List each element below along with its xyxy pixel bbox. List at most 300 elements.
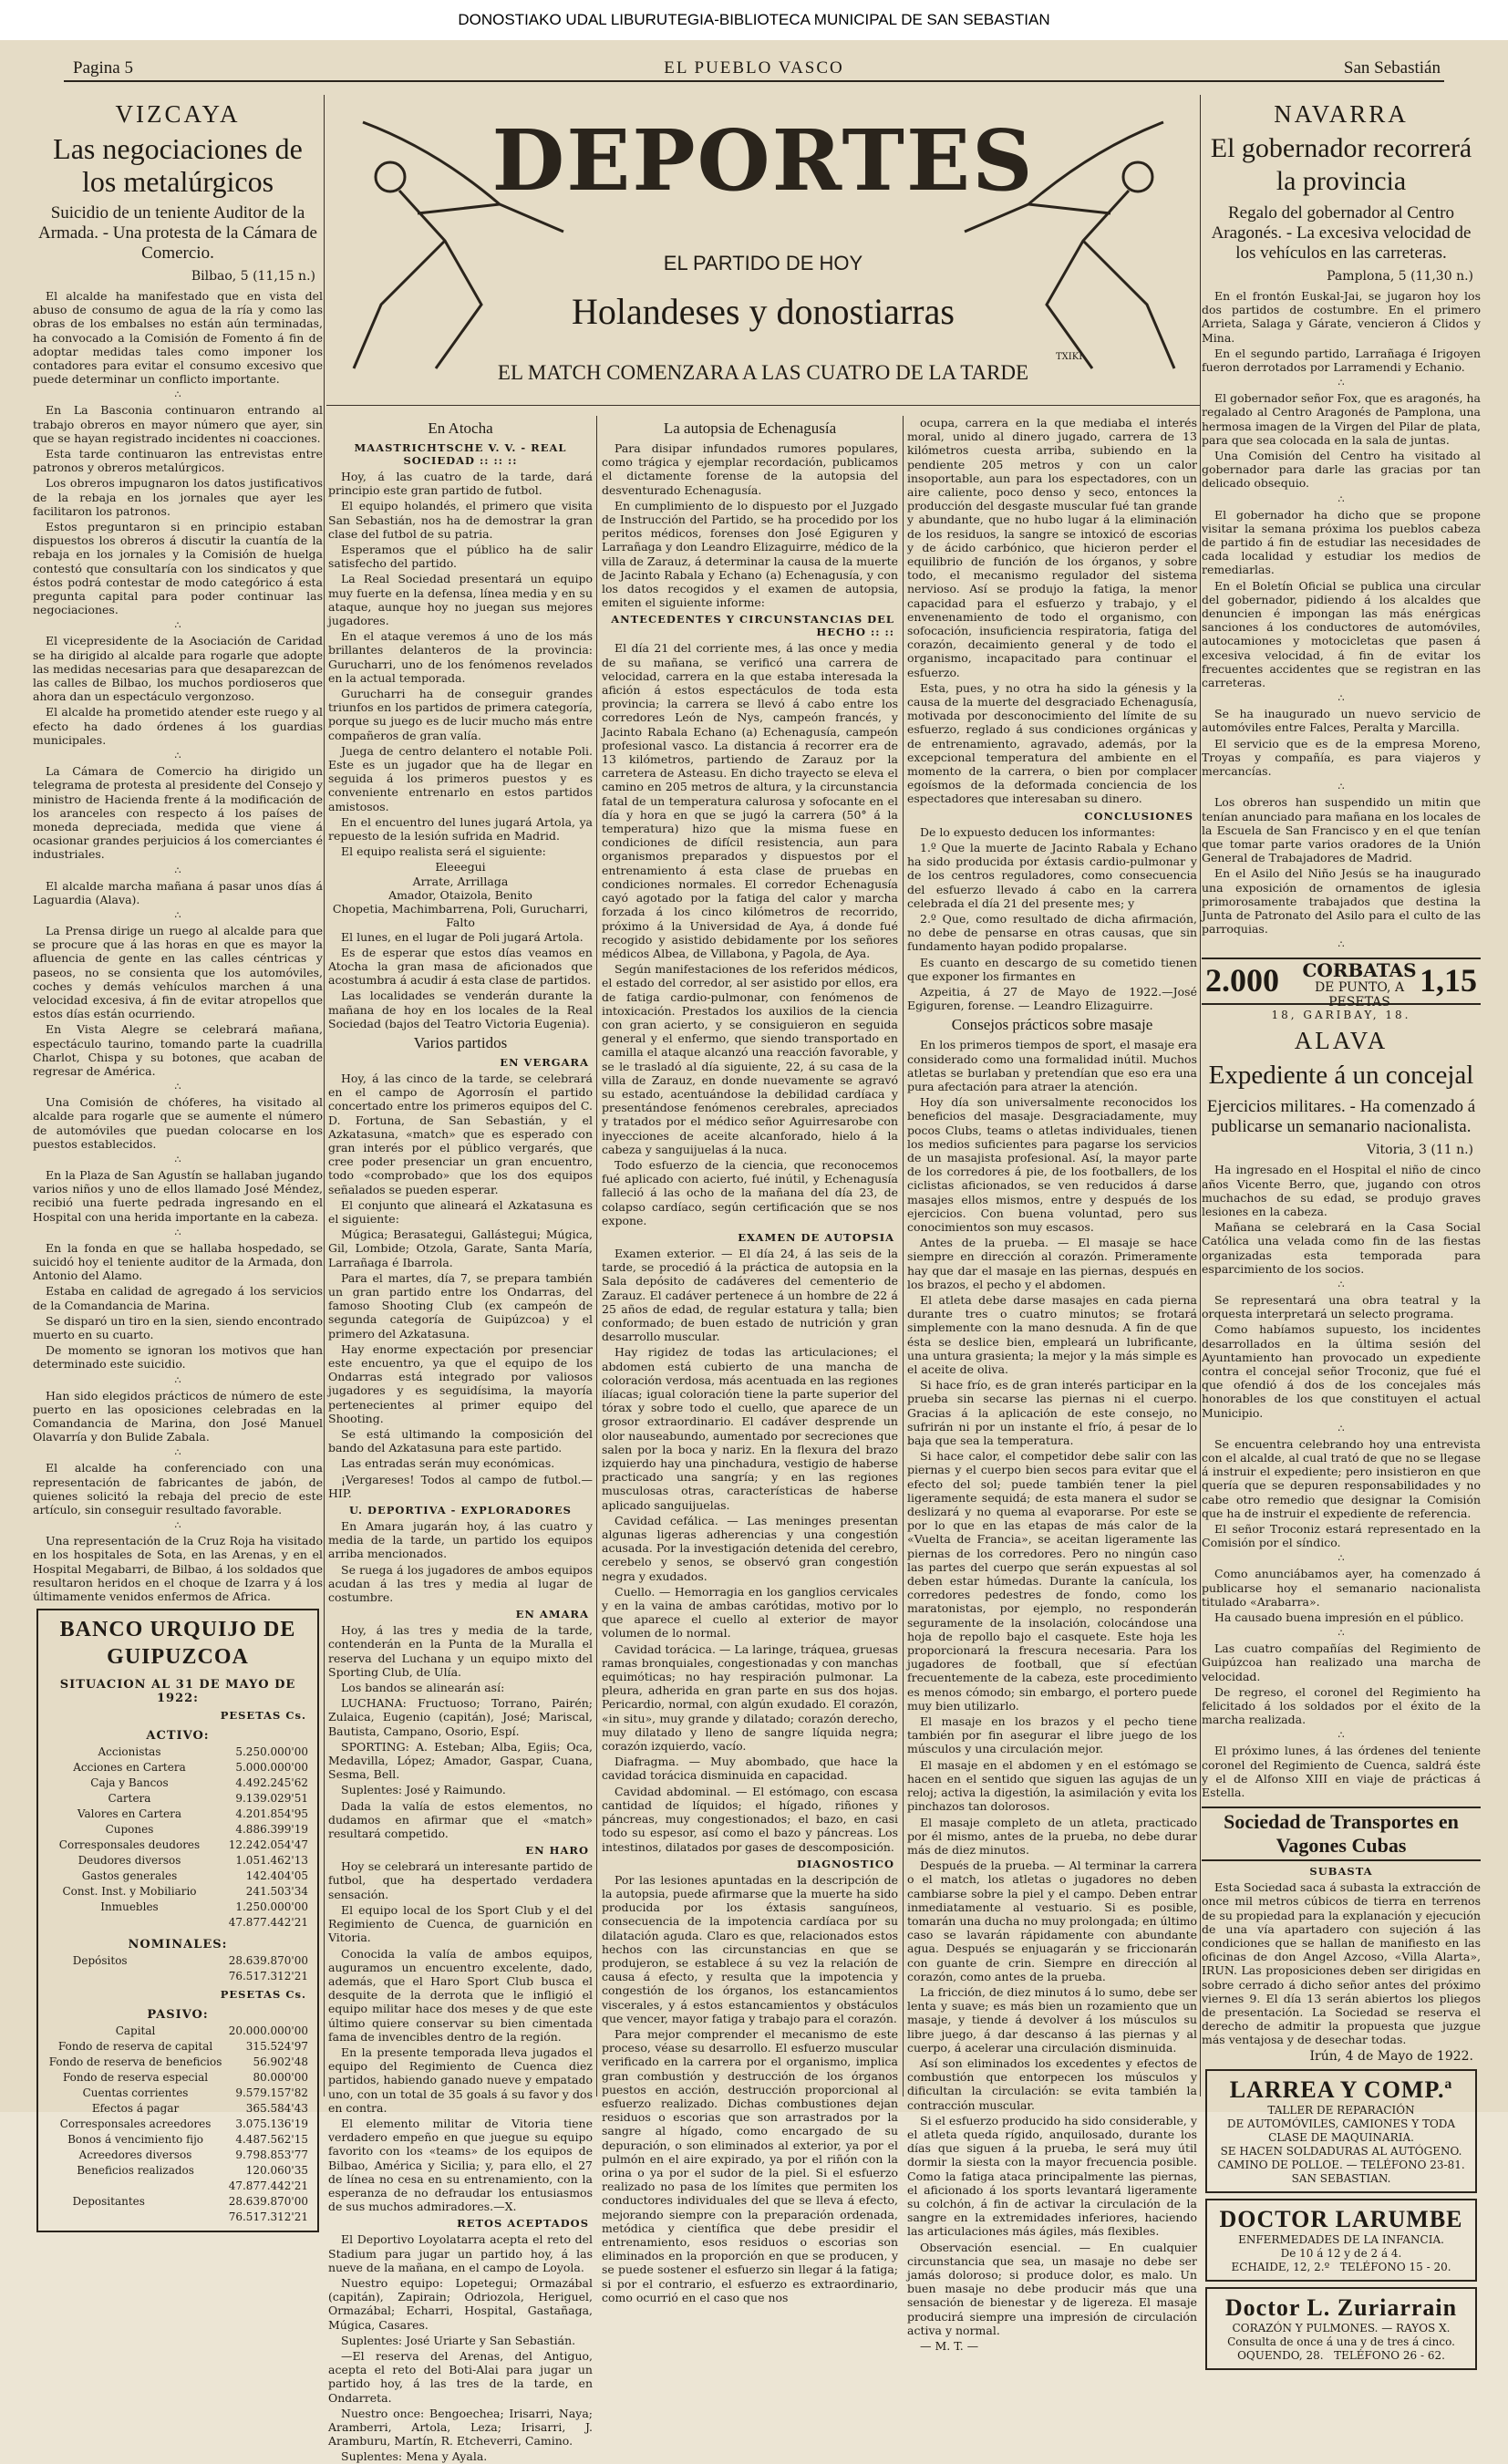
paragraph: En cumplimiento de lo dispuesto por el Juzgado de Instrucción del Partido, se ha procedido por los peritos médicos, forenses don José Egiguren y Larrañaga y don Leandro Elizaguirre, médico de la villa de Zarauz, á determinar la causa de la muerte de Jacinto Rabala y Echano (a) Echenagusía, y con los datos recogidos y el examen de autopsia, emiten el siguiente informe:: [602, 498, 898, 610]
separator-ornament: ∴: [174, 1446, 181, 1459]
larrea-ad: [1205, 2069, 1477, 2193]
paragraph: El vicepresidente de la Asociación de Caridad se ha dirigido al alcalde para rogarle que adopte las medidas necesarias para que desaparezcan de las calles de Bilbao, los muchos pordioseros que ahora dan un espectáculo vergonzoso.: [33, 634, 323, 704]
udep-label: U. DEPORTIVA - EXPLORADORES: [349, 1504, 572, 1517]
atocha-title: En Atocha: [428, 419, 493, 437]
ledger-row: [46, 1822, 310, 1838]
varios-title: Varios partidos: [413, 1033, 508, 1051]
ledger-label: Bonos á vencimiento fijo: [67, 2133, 204, 2147]
city-name: San Sebastián: [1343, 58, 1441, 78]
paragraph: De regreso, el coronel del Regimiento ha felicitado á los soldados por el éxito de la marcha realizada.: [1202, 1684, 1481, 1727]
newspaper-page: [0, 40, 1508, 2464]
ledger-row: [46, 1776, 310, 1791]
bank-statement-ad: [36, 1609, 319, 2232]
paragraph: El masaje en los brazos y el pecho tiene también por fin asegurar el libre juego de los músculos y una circulación mejor.: [907, 1714, 1197, 1756]
paragraph: El Deportivo Loyolatarra acepta el reto del Stadium para jugar un partido hoy, á las nueve de la mañana, en el campo de Loyola.: [328, 2232, 593, 2274]
amara-body: [328, 1623, 593, 1840]
depositantes-label: Depositantes: [72, 2195, 145, 2209]
paragraph: Cuello. — Hemorragia en los ganglios cervicales y en la vaina de ambas carótidas, motivo por lo que aparece el cuello al exterior de mayor volumen de lo normal.: [602, 1584, 898, 1641]
zuriarrain-name: Doctor L. Zuriarrain: [1224, 2293, 1458, 2321]
paragraph: El alcalde ha manifestado que en vista del abuso de consumo de agua de la ría y como las obras de los embalses no están aún terminadas, ha convocado a la Comisión de Fomento á fin de adoptar medidas tales como imponer los contadores para evitar el consumo excesivo que puede determinar un conflicto importante.: [33, 289, 323, 387]
navarra-subtitle: Regalo del gobernador al Centro Aragonés. - La excesiva velocidad de los vehículos en las carreteras.: [1211, 203, 1472, 263]
ledger-label: Cupones: [105, 1823, 154, 1837]
corbatas-price: 1,15: [1420, 962, 1477, 999]
paragraph: Se está ultimando la composición del bando del Azkatasuna para este partido.: [328, 1427, 593, 1455]
ledger-value: 4.886.399'19: [235, 1823, 308, 1837]
paragraph: En la fonda en que se hallaba hospedado, se suicidó hoy el teniente auditor de la Armada, don Antonio del Alamo.: [33, 1240, 323, 1283]
ledger-row: [46, 2117, 310, 2132]
corbatas-address: 18, GARIBAY, 18.: [1271, 1009, 1411, 1022]
ledger-label: Beneficios realizados: [77, 2164, 194, 2178]
paragraph: Azpeitia, á 27 de Mayo de 1922.—José Egiguren, forense. — Leandro Elizaguirre.: [907, 984, 1197, 1013]
paragraph: En la Plaza de San Agustín se hallaban jugando varios niños y uno de ellos llamado José Méndez, recibió una fuerte pedrada ingresando en el Hospital con una herida importante en la cabeza.: [33, 1167, 323, 1224]
larumbe-name: DOCTOR LARUMBE: [1219, 2205, 1463, 2232]
paragraph: Hoy se celebrará un interesante partido de futbol, que ha despertado verdadera sensación.: [328, 1859, 593, 1901]
corbatas-text: [1300, 959, 1419, 1010]
depositos-value: 28.639.870'00: [228, 1954, 308, 1968]
paragraph: Se representará una obra teatral y la orquesta interpretará un selecto programa.: [1202, 1292, 1481, 1321]
paragraph: En Vista Alegre se celebrará mañana, espectáculo taurino, tomando parte la cuadrilla Charlot, Chispa y su botones, que acaban de regresar de América.: [33, 1022, 323, 1078]
paragraph: Si hace frío, es de gran interés participar en la prueba sin secarse las piernas ni el cuerpo. Gracias á la aplicación de este consejo, no sufrirán ni por un instante el frío, á pesar de lo baja que sea la temperatura.: [907, 1378, 1197, 1448]
separator-ornament: ∴: [174, 388, 181, 401]
ledger-value: 56.902'48: [253, 2055, 308, 2069]
paragraph: ocupa, carrera en la que mediaba el interés moral, unido al dinero jugado, carrera de 13 kilómetros cuesta arriba, subiendo en la pendiente 205 metros y con un calor insoportable, aun para los espectadores, con un aire caliente, poco denso y seco, entonces la producción del desgaste muscular fué tan grande y abundante, que no hubo lugar á la eliminación de los residuos, la sangre se intoxicó de escorias y de ácido carbónico, que hicieron perder el equilibrio de función de los órganos, y sobre todo, el mecanismo regulador del sistema nervioso. Así se produjo la fatiga, la menor capacidad para el esfuerzo y trabajo, y el envenenamiento de todo el organismo, con sofocación, insuficiencia respiratoria, fatiga del corazón, decaimiento general y de todo el organismo, incapacitado para continuar el esfuerzo.: [907, 416, 1197, 679]
deportes-columns: [326, 416, 1200, 2464]
paragraph: En el encuentro del lunes jugará Artola, ya repuesto de la lesión sufrida en Madrid.: [328, 814, 593, 844]
ledger-value: 241.503'34: [245, 1885, 308, 1899]
line: CORAZÓN Y PULMONES. — RAYOS X.: [1232, 2321, 1451, 2335]
bank-nominales-title: NOMINALES:: [128, 1938, 228, 1952]
separator-ornament: ∴: [174, 1153, 181, 1165]
paragraph: El equipo local de los Sport Club y el del Regimiento de Cuenca, de guarnición en Vitoria.: [328, 1902, 593, 1945]
larumbe-lines: [1214, 2233, 1468, 2261]
paragraph: Esta, pues, y no otra ha sido la génesis y la causa de la muerte del desgraciado Echenagusía, motivada por desconocimiento del límite de su esfuerzo, reglado á sus condiciones orgánicas y de entrenamiento, agravado, además, por la excepcional temperatura del ambiente en el momento de la carrera, o bien por complacer egoísmos de la deformada conciencia de los espectadores que interesaban su dinero.: [907, 680, 1197, 806]
ledger-value: 4.201.854'95: [235, 1807, 308, 1821]
line: Consulta de once á una y de tres á cinco.: [1227, 2335, 1455, 2348]
ledger-label: Capital: [115, 2024, 156, 2038]
paragraph: Las localidades se venderán durante la mañana de hoy en los locales de la Real Sociedad (bajos del Teatro Victoria Eugenia).: [328, 989, 593, 1030]
paragraph: Cavidad torácica. — La laringe, tráquea, gruesas ramas bronquiales, congestionadas y con manchas equimóticas; no hay respiración pulmonar. La pleura, adherida en gran parte en sus dos hojas. Pericardio, normal, con algún exudado. El corazón, «in situ», muy grande y dilatado; corazón derecho, muy dilatado y lleno de sangre líquida negra; corazón izquierdo, vacío.: [602, 1641, 898, 1754]
atocha-body: [328, 470, 593, 858]
paragraph: Se ha inaugurado un nuevo servicio de automóviles entre Falces, Peralta y Marcilla.: [1202, 707, 1481, 735]
vizcaya-subtitle: Suicidio de un teniente Auditor de la Armada. - Una protesta de la Cámara de Comercio.: [38, 203, 317, 263]
autopsia-continued: [907, 416, 1197, 806]
paragraph: Se disparó un tiro en la sien, siendo encontrado muerto en su cuarto.: [33, 1313, 323, 1341]
ledger-row: [46, 2086, 310, 2101]
paragraph: Como habíamos supuesto, los incidentes desarrollados en la última sesión del Ayuntamiento han provocado un expediente contra el concejal señor Troconiz, que fué el que ofendió á dos de los concejales más honorables de los que constituyen el actual Municipio.: [1202, 1322, 1481, 1420]
ledger-label: Cartera: [108, 1792, 151, 1806]
ledger-row: [46, 1869, 310, 1884]
paragraph: Hay enorme expectación por presenciar este encuentro, ya que el equipo de los Ondarras está integrado por valiosos jugadores y es seguidísima, la mayoría pertenecientes al primer equipo del Shooting.: [328, 1341, 593, 1425]
paragraph: El equipo realista será el siguiente:: [341, 844, 546, 859]
deportes-banner: [326, 95, 1200, 406]
paragraph: Una Comisión del Centro ha visitado al gobernador para darle las gracias por tan delicado obsequio.: [1202, 449, 1481, 491]
zuriarrain-contact: [1214, 2349, 1468, 2363]
atocha-column: [328, 416, 593, 2464]
vergara-body: [328, 1072, 593, 1500]
corbatas-name: CORBATAS: [1302, 959, 1417, 982]
separator-ornament: ∴: [174, 750, 181, 762]
masthead: [64, 58, 1444, 82]
separator-ornament: ∴: [1338, 938, 1345, 951]
paragraph: Suplentes: José Uriarte y San Sebastián.: [341, 2333, 576, 2347]
ledger-value: 4.492.245'62: [235, 1776, 308, 1790]
paragraph: En los primeros tiempos de sport, el masaje era considerado como una formalidad inútil. Muchos atletas se burlaban y pretendían que eso era una pura afectación para atraer la atención.: [907, 1038, 1197, 1093]
separator-ornament: ∴: [1338, 1552, 1345, 1565]
paragraph: Observación esencial. — En cualquier circunstancia que sea, un masaje no debe ser jamás doloroso; si produce dolor, es malo. Un buen masaje no debe producir más que una sensación de bienestar y de ligereza. El masaje producirá siempre una impresión de circulación activa y normal.: [907, 2240, 1197, 2337]
paragraph: Cavidad cefálica. — Las meninges presentan algunas ligeras adherencias y una congestión acusada. Por la investigación detenida del cerebro, cerebelo y senos, se observó gran congestión negra y exudados.: [602, 1513, 898, 1583]
paragraph: El conjunto que alineará el Azkatasuna es el siguiente:: [328, 1197, 593, 1226]
paragraph: Juega de centro delantero el notable Poli. Este es un jugador que ha de llegar en seguida á los primeros puestos y es conveniente entrenarlo en estos partidos amistosos.: [328, 743, 593, 813]
ledger-value: 5.250.000'00: [235, 1745, 308, 1759]
paragraph: 2.º Que, como resultado de dicha afirmación, no debe de pensarse en otras causas, que sin fundamento hayan podido propalarse.: [907, 911, 1197, 954]
larumbe-contact: [1214, 2261, 1468, 2274]
transportes-ad-title: Sociedad de Transportes en Vagones Cubas: [1202, 1807, 1481, 1861]
alava-section-title: ALAVA: [1294, 1027, 1389, 1055]
bank-currency: PESETAS Cs.: [220, 1988, 306, 2002]
line: Arrate, Arrillaga: [412, 874, 509, 888]
paragraph: El señor Troconiz estará representado en la Comisión por el síndico.: [1202, 1522, 1481, 1550]
paragraph: En el segundo partido, Larrañaga é Irigoyen fueron derrotados por Larramendi y Echanio.: [1202, 346, 1481, 375]
separator-ornament: ∴: [1338, 1729, 1345, 1742]
paragraph: Nuestro once: Bengoechea; Irisarri, Naya; Aramberri, Artola, Leza; Irisarri, J. Aramburu, Martín, R. Etcheverri, Camino.: [328, 2406, 593, 2448]
separator-ornament: ∴: [174, 1226, 181, 1238]
navarra-headline: El gobernador recorrerá la provincia: [1210, 133, 1472, 196]
ledger-label: Cuentas corrientes: [82, 2086, 189, 2100]
alava-headline: Expediente á un concejal: [1208, 1061, 1474, 1091]
paragraph: Es de esperar que estos días veamos en Atocha la gran masa de aficionados que acostumbra á acudir á esta clase de partidos.: [328, 945, 593, 988]
ledger-label: Caja y Bancos: [90, 1776, 169, 1790]
bank-pasivo-totals: [46, 2179, 310, 2225]
autopsia-column: [602, 416, 898, 2304]
ledger-row: [46, 2163, 310, 2179]
autopsia-title: La autopsia de Echenagusía: [663, 419, 837, 437]
ledger-label: Deudores diversos: [77, 1854, 181, 1868]
depositantes-value: 28.639.870'00: [228, 2195, 308, 2209]
vergara-label: EN VERGARA: [500, 1055, 589, 1069]
paragraph: Múgica; Berasategui, Gallástegui; Múgica, Gil, Lombide; Otzola, Garate, Santa María, Larrañaga é Ibarrola.: [328, 1227, 593, 1269]
separator-ornament: ∴: [174, 908, 181, 921]
separator-ornament: ∴: [174, 1519, 181, 1532]
paragraph: Una Comisión de chóferes, ha visitado al alcalde para rogarle que se aumente el número de automóviles que puedan colocarse en los puestos establecidos.: [33, 1095, 323, 1151]
ledger-value: 120.060'35: [245, 2164, 308, 2178]
paragraph: Todo esfuerzo de la ciencia, que reconocemos fué aplicado con acierto, fué inútil, y Echenagusía falleció á las ocho de la mañana del día 23, de colapso cardíaco, según certificación que se nos expone.: [602, 1157, 898, 1227]
column-rule: [596, 416, 597, 2096]
paragraph: Los obreros han suspendido un mitin que tenían anunciado para mañana en los locales de la Escuela de San Francisco y en el que tenían que tomar parte varios oradores de la Unión General de Trabajadores de Madrid.: [1202, 795, 1481, 865]
separator-ornament: ∴: [174, 864, 181, 876]
zuriarrain-phone: TELÉFONO 26 - 62.: [1334, 2348, 1445, 2362]
paragraph: Estos preguntaron si en principio estaban dispuestos los obreros á discutir la cuantía de la rebaja en los jornales y la Comisión de huelga contestó que consultaría con los sindicatos y que éstos podrá contestar de modo categórico á esta pregunta capital para poder continuar las negociaciones.: [33, 520, 323, 617]
paragraph: El lunes, en el lugar de Poli jugará Artola.: [341, 929, 584, 944]
lineup: [328, 860, 593, 929]
paragraph: El alcalde ha prometido atender este ruego y al efecto ha dado órdenes á los guardias municipales.: [33, 705, 323, 747]
paragraph: Hoy, á las tres y media de la tarde, contenderán en la Punta de la Muralla el reserva del Luchana y un equipo mixto del Sporting Club, de Ulía.: [328, 1623, 593, 1679]
haro-body: [328, 1859, 593, 2213]
zuriarrain-address: OQUENDO, 28.: [1237, 2348, 1324, 2362]
ledger-row: [46, 2024, 310, 2039]
atocha-body-2: [328, 930, 593, 1030]
larumbe-phone: TELÉFONO 15 - 20.: [1339, 2260, 1451, 2273]
paragraph: Hay rigidez de todas las articulaciones; el abdomen está cubierto de una mancha de coloración verdosa, más acentuada en las regiones ilíacas; igual coloración tiene la parte superior del tórax y sobre todo el cuello, que aparece de un grosor extraordinario. El cadáver desprende un olor nauseabundo, aumentado por secreciones que salen por la boca y nariz. En la flexura del brazo izquierdo hay una pinchadura, vestigio de haberse practicado una sangría; y en las regiones musculosas otras, características de haberse aplicado sanguijuelas.: [602, 1345, 898, 1512]
ledger-value: 315.524'97: [245, 2040, 308, 2054]
ledger-label: Corresponsales acreedores: [59, 2117, 212, 2131]
paragraph: En el Boletín Oficial se publica una circular del gobernador, pidiendo á los alcaldes que denuncien é impongan las más enérgicas sanciones á los conductores de automóviles, autocamiones y motocicletas que pasen á excesiva velocidad, á fin de evitar los frecuentes accidentes que se registran en las carreteras.: [1202, 578, 1481, 690]
paragraph: 1.º Que la muerte de Jacinto Rabala y Echano ha sido producida por éxtasis cardio-pulmonar y de los centros reguladores, como consecuencia del esfuerzo llevado á cabo en la carrera celebrada el día 21 del presente mes; y: [907, 840, 1197, 910]
conclusiones-body: [907, 825, 1197, 1013]
depositos-label: Depósitos: [72, 1954, 128, 1968]
vizcaya-headline: Las negociaciones de los metalúrgicos: [53, 132, 303, 198]
paragraph: Por las lesiones apuntadas en la descripción de la autopsia, puede afirmarse que la muerte ha sido producida por los éxtasis sanguíneos, consecuencia de la impotencia cardíaca por su dilatación aguda. Claro es que, relacionados estos hechos con las circunstancias en que se produjeron, se establece á su vez la relación de causa á efecto, y resulta que la impotencia y congestión de los órganos, los estancamientos viscerales, y á estos estancamientos y obstáculos que vencer, mayor fatiga y trabajo para el corazón.: [602, 1872, 898, 2025]
separator-ornament: ∴: [1338, 1422, 1345, 1434]
ledger-value: 9.579.157'82: [235, 2086, 308, 2100]
ledger-label: Valores en Cartera: [77, 1807, 182, 1821]
paragraph: Hoy, á las cuatro de la tarde, dará principio este gran partido de futbol.: [328, 470, 593, 498]
masaje-body: [907, 1038, 1197, 2353]
ledger-value: 9.139.029'51: [235, 1792, 308, 1806]
paragraph: Los bandos se alinearán así:: [341, 1681, 505, 1695]
ledger-label: Accionistas: [98, 1745, 161, 1759]
ledger-value: 9.798.853'77: [235, 2148, 308, 2162]
deportes-kicker: EL PARTIDO DE HOY: [663, 252, 863, 274]
paragraph: En Amara jugarán hoy, á las cuatro y media de la tarde, un partido los equipos arriba mencionados.: [328, 1519, 593, 1561]
separator-ornament: ∴: [1338, 781, 1345, 793]
paragraph: Las cuatro compañías del Regimiento de Guipúzcoa han realizado una marcha de velocidad.: [1202, 1641, 1481, 1683]
bank-currency: PESETAS Cs.: [220, 1709, 306, 1723]
bank-grand-total: 76.517.312'21: [228, 1970, 308, 1983]
paragraph: Ha ingresado en el Hospital el niño de cinco años Vicente Berro, que, jugando con otros muchachos de su edad, se produjo graves lesiones en la cabeza.: [1202, 1163, 1481, 1218]
separator-ornament: ∴: [1338, 492, 1345, 505]
paragraph: Examen exterior. — El día 24, á las seis de la tarde, se procedió á la práctica de autopsia en la Sala depósito de cadáveres del cementerio de Zarauz. El cadáver pertenece á un hombre de 22 á 25 años de edad, de regular estatura y talla; bien conformado; de buen estado de nutrición y gran desarrollo muscular.: [602, 1246, 898, 1344]
paragraph: El gobernador ha dicho que se propone visitar la semana próxima los pueblos cabeza de partido á fin de estudiar las necesidades de cada localidad y estudiar los medios de remediarlas.: [1202, 507, 1481, 577]
ledger-value: 20.000.000'00: [228, 2024, 308, 2038]
bank-situation: SITUACION AL 31 DE MAYO DE 1922:: [59, 1678, 296, 1706]
paragraph: En la presente temporada lleva jugados el equipo del Regimiento de Cuenca diez partidos, habiendo ganado nueve y empatado uno, con un total de 35 goals á su favor y dos en contra.: [328, 2045, 593, 2115]
navarra-dateline: Pamplona, 5 (11,30 n.): [1327, 269, 1473, 284]
retos-body: [328, 2232, 593, 2463]
vizcaya-section-title: VIZCAYA: [115, 100, 241, 128]
paragraph: Así son eliminados los excedentes y efectos de combustión que entorpecen los músculos y dificultan la circulación: se evita también la contracción muscular.: [907, 2055, 1197, 2112]
column-rule: [324, 95, 325, 2096]
paragraph: En el ataque veremos á uno de los más brillantes delanteros de la provincia: Gurucharri, uno de los fenómenos revelados en la actual temporada.: [328, 629, 593, 685]
paragraph: El masaje en el abdomen y en el estómago se hacen en el sentido que siguen las agujas de un reloj; activa la digestión, la asimilación y evita los pinchazos tan dolorosos.: [907, 1757, 1197, 1814]
paragraph: Han sido elegidos prácticos de número de este puerto en las oposiciones celebradas en la Comandancia de Marina, don José Manuel Olavarría y don Bulide Zabala.: [33, 1388, 323, 1444]
paragraph: Si el esfuerzo producido ha sido considerable, y el atleta queda rígido, anquilosado, durante los días que siguen á la prueba, le será muy útil dormir la siesta con la mayor frecuencia posible. Como la fatiga ataca principalmente las piernas, el aficionado á los sports levantará ligeramente su colchón, á fin de activar la circulación de la sangre en la extremidades inferiores, haciendo las articulaciones más ágiles, más flexibles.: [907, 2113, 1197, 2239]
paragraph: Se encuentra celebrando hoy una entrevista con el alcalde, al cual trató de que no se llegase á instruir el expediente; pero insistieron en que quería que se depuren responsabilidades y no cabe otro remedio que designar la Comisión que ha de instruir el expediente de referencia.: [1202, 1436, 1481, 1520]
line: Chopetia, Machimbarrena, Poli, Gurucharri, Falto: [332, 902, 589, 930]
separator-ornament: ∴: [174, 619, 181, 632]
udep-body: [328, 1519, 593, 1604]
ledger-value: 1.051.462'13: [235, 1854, 308, 1868]
ledger-row: [46, 2132, 310, 2148]
paragraph: Estaba en calidad de agregado á los servicios de la Comandancia de Marina.: [33, 1284, 323, 1312]
paragraph: La Real Sociedad presentará un equipo muy fuerte en la defensa, línea media y en su ataque, aunque hoy no juegan sus mejores jugadores.: [328, 572, 593, 628]
bank-pasivo-table: [46, 2024, 310, 2179]
ledger-row: [46, 1760, 310, 1776]
zuriarrain-ad: [1205, 2287, 1477, 2370]
ledger-value: 3.075.136'19: [235, 2117, 308, 2131]
ledger-label: Inmuebles: [100, 1900, 159, 1914]
diagnostico-label: DIAGNOSTICO: [796, 1857, 894, 1870]
paragraph: La Cámara de Comercio ha dirigido un telegrama de protesta al presidente del Consejo y ministro de Hacienda frente á la modificación de los aranceles con respecto á los países de moneda depreciada, medida que viene á ocasionar grandes perjuicios á los comerciantes é industriales.: [33, 764, 323, 862]
paragraph: Como anunciábamos ayer, ha comenzado á publicarse hoy el semanario nacionalista titulado «Arabarra».: [1202, 1567, 1481, 1609]
paragraph: El servicio que es de la empresa Moreno, Troyas y compañía, es para viajeros y mercancías.: [1202, 736, 1481, 779]
alava-body: [1202, 1163, 1481, 1799]
paragraph: El alcalde ha conferenciado con una representación de fabricantes de jabón, de quienes solicitó la rebaja del precio de este artículo, sin conseguir resultado favorable.: [33, 1461, 323, 1517]
ledger-value: 4.487.562'15: [235, 2133, 308, 2147]
paragraph: Antes de la prueba. — El masaje se hace siempre en dirección al corazón. Primeramente hay que dar el masaje en las piernas, después en los brazos, el pecho y el abdomen.: [907, 1236, 1197, 1291]
line: ENFERMEDADES DE LA INFANCIA.: [1238, 2232, 1444, 2246]
ledger-row: [46, 1791, 310, 1807]
paragraph: Es cuanto en descargo de su cometido tienen que exponer los firmantes en: [907, 955, 1197, 983]
zuriarrain-lines: [1214, 2322, 1468, 2349]
paragraph: Se ruega á los jugadores de ambos equipos acudan á las tres y media al lugar de costumbre.: [328, 1562, 593, 1605]
paragraph: El próximo lunes, á las órdenes del teniente coronel del Regimiento de Cuenca, saldrá éste y el de Alfonso XIII en viaje de prácticas á Estella.: [1202, 1744, 1481, 1800]
paragraph: El día 21 del corriente mes, á las once y media de su mañana, se verificó una carrera de velocidad, carrera en la que estaba interesada la afición á estos espectáculos de toda esta provincia; la carrera se llevó á cabo entre los corredores León de Nys, campeón francés, y Jacinto Rabala Echano (a) Echenagusía, campeón profesional vasco. La distancia á recorrer era de 13 kilómetros, partiendo de Zarauz por la carretera de Asteasu. En dicho trayecto se eleva el camino en 205 metros de altura, y la circunstancia fatal de un temperatura calurosa y sofocante en el día y hora en que se jugó la carrera (50° á la temperatura) hizo que la misma fuese en condiciones de difícil resistencia, aun para organismos preparados y dispuestos por el entrenamiento á esta clase de pruebas en condiciones normales. El corredor Echenagusía cayó agotado por la fatiga del calor y marcha forzada á los cinco kilómetros de recorrido, próximo á la Universidad de Aya, á donde fué recogido y asistido debidamente por los señores médicos Albea, de Villabona, y Pagola, de Aya.: [602, 641, 898, 960]
paragraph: El gobernador señor Fox, que es aragonés, ha regalado al Centro Aragonés de Pamplona, una hermosa imagen de la Virgen del Pilar de plata, para que sea colocada en la sala de juntas.: [1202, 391, 1481, 447]
deportes-deck: EL MATCH COMENZARA A LAS CUATRO DE LA TARDE: [497, 361, 1029, 384]
larumbe-ad: [1205, 2199, 1477, 2282]
paragraph: Esta tarde continuaron las entrevistas entre patronos y obreros metalúrgicos.: [33, 447, 323, 475]
newspaper-name: EL PUEBLO VASCO: [664, 58, 844, 78]
larumbe-address: ECHAIDE, 12, 2.º: [1231, 2260, 1330, 2273]
conclusiones-label: CONCLUSIONES: [1084, 809, 1193, 823]
ledger-label: Corresponsales deudores: [58, 1838, 201, 1852]
line: SAN SEBASTIAN.: [1291, 2171, 1391, 2185]
deportes-section: [326, 95, 1200, 2464]
paragraph: Para el martes, día 7, se prepara también un gran partido entre los Ondarras, del famoso Shooting Club (ex campeón de segunda categoría de Guipúzcoa) y el primero del Azkatasuna.: [328, 1270, 593, 1341]
bank-activo-total: [46, 1915, 310, 1931]
examen-label: EXAMEN DE AUTOPSIA: [738, 1230, 894, 1244]
haro-label: EN HARO: [525, 1844, 589, 1858]
alava-dateline: Vitoria, 3 (11 n.): [1367, 1143, 1473, 1158]
line: Eleeegui: [435, 860, 486, 875]
ledger-label: Acreedores diversos: [78, 2148, 192, 2162]
line: CAMINO DE POLLOE. — TELÉFONO 23-81.: [1217, 2158, 1465, 2171]
ledger-row: [46, 2148, 310, 2163]
paragraph: Suplentes: José y Raimundo.: [341, 1783, 506, 1797]
paragraph: Para mejor comprender el mecanismo de este proceso, véase su desarrollo. El esfuerzo muscular verificado en la carrera por el organismo, implica gran combustión y destrucción de los órganos puestos en acción, destrucción proporcional al esfuerzo realizado. Dichas combustiones dejan residuos o escorias que son arrastrados por la sangre al hígado, como encargado de su depuración, o son eliminados al exterior, ya por el pulmón en el aire expirado, ya por el riñón con la orina o ya por el sudor de la piel. Si el esfuerzo realizado no pasa de los límites que permiten los conductores individuales del que se lleva á efecto, mejorando siempre con la preparación ordenada, metódica y científica que debe presidir el entrenamiento, esos residuos o escorias son eliminados en la proporción en que se producen, y se puede sostener el esfuerzo sin llegar á la fatiga; si por el contrario, el esfuerzo es extraordinario, como ocurrió en el caso que nos: [602, 2026, 898, 2304]
artist-signature: TXIKI: [1056, 352, 1083, 362]
ledger-row: [46, 1884, 310, 1900]
ledger-row: [46, 2055, 310, 2070]
alava-subtitle: Ejercicios militares. - Ha comenzado á publicarse un semanario nacionalista.: [1206, 1097, 1476, 1137]
examen-body: [602, 1247, 898, 1854]
paragraph: La fricción, de diez minutos á lo sumo, debe ser lenta y suave; es más bien un rozamiento que un masaje, y tiende á devolver á los músculos su libre juego, á dar descanso á las piernas y al cuerpo, á acelerar una circulación disminuida.: [907, 1984, 1197, 2055]
bank-pasivo-title: PASIVO:: [147, 2008, 209, 2023]
paragraph: El masaje completo de un atleta, practicado por él mismo, antes de la prueba, no debe durar más de diez minutos.: [907, 1815, 1197, 1857]
paragraph: La Prensa dirige un ruego al alcalde para que se procure que á las horas en que es mayor la afluencia de gente en las calles céntricas y paseos, no se consienta que los automóviles, coches y demás vehículos marchen á una velocidad excesiva, á fin de evitar atropellos que estos días están ocurriendo.: [33, 923, 323, 1021]
paragraph: —El reserva del Arenas, del Antiguo, acepta el reto del Boti-Alai para jugar un partido hoy, á las tres de la tarde, en Ondarreta.: [328, 2348, 593, 2405]
paragraph: Dada la valía de estos elementos, no dudamos en afirmar que el «match» resultará competido.: [328, 1798, 593, 1841]
bank-nominales-table: [46, 1953, 310, 1984]
paragraph: Gurucharri ha de conseguir grandes triunfos en los partidos de primera categoría, porque su juego es de lucir mucho más entre compañeros de gran valía.: [328, 687, 593, 742]
line: CLASE DE MAQUINARIA.: [1268, 2130, 1414, 2144]
ledger-row: [46, 1838, 310, 1853]
ledger-row: [46, 2039, 310, 2055]
ledger-row: [46, 1900, 310, 1915]
column-rule: [1200, 95, 1201, 2096]
paragraph: El alcalde marcha mañana á pasar unos días á Laguardia (Alava).: [33, 878, 323, 906]
corbatas-ad: [1202, 958, 1481, 1010]
masaje-title: Consejos prácticos sobre masaje: [951, 1016, 1153, 1034]
ledger-value: 365.584'43: [245, 2102, 308, 2116]
bank-name: BANCO URQUIJO DE GUIPUZCOA: [59, 1618, 296, 1670]
bank-activo-table: [46, 1744, 310, 1915]
column-rule: [903, 416, 904, 2096]
paragraph: Para disipar infundados rumores populares, como trágica y ejemplar recordación, publicamos el dictamente forense de la autopsia del desventurado Echenagusía.: [602, 441, 898, 497]
separator-ornament: ∴: [174, 1373, 181, 1386]
paragraph: Diafragma. — Muy abombado, que hace la cavidad torácica disminuida en capacidad.: [602, 1755, 898, 1783]
navarra-section-title: NAVARRA: [1274, 100, 1409, 128]
ledger-label: Efectos á pagar: [91, 2102, 180, 2116]
ledger-value: 12.242.054'47: [228, 1838, 308, 1852]
paragraph: De momento se ignoran los motivos que han determinado este suicidio.: [33, 1343, 323, 1372]
masaje-column: [907, 416, 1197, 2354]
retos-label: RETOS ACEPTADOS: [457, 2217, 589, 2231]
ledger-label: Fondo de reserva de beneficios: [48, 2055, 222, 2069]
paragraph: Según manifestaciones de los referidos médicos, el estado del corredor, al ser asistido por ellos, era de fatiga cardio-pulmonar, con fenómenos de intoxicación. Prestados los auxilios de la ciencia con gran acierto, y se consiguieron en seguida general y el enfermo, que siendo transportado en camilla el ataque alcanzó una reacción favorable, y se le trasladó al día siguiente, 22, á su casa de la villa de Zarauz, en donde nuevamente se agravó su estado, acentuándose la debilidad cardíaca y presentándose fenómenos cerebrales, apreciados y tratados por el médico señor Aguirresarobe con inyecciones de aceite alcanforado, hielo á la cabeza y sanguijuelas á la nuca.: [602, 962, 898, 1156]
navarra-body: [1202, 289, 1481, 950]
paragraph: Hoy día son universalmente reconocidos los beneficios del masaje. Desgraciadamente, muy pocos Clubs, teams o atletas individuales, tienen los medios suficientes para pagarse los servicios de un masajista profesional. Así, la mayor parte de los corredores á pie, de los footballers, de los ciclistas aficionados, se ven reducidos á darse masajes ellos mismos, entre y después de los ejercicios. Con buena voluntad, pero sus conocimientos son muy escasos.: [907, 1095, 1197, 1234]
line: Amador, Otaizola, Benito: [388, 887, 532, 902]
line: De 10 á 12 y de 2 á 4.: [1280, 2246, 1402, 2260]
diagnostico-body: [602, 1873, 898, 2304]
paragraph: Las entradas serán muy económicas.: [341, 1456, 555, 1471]
paragraph: Si hace calor, el competidor debe salir con las piernas y el cuerpo bien secos para evitar que el efecto del sol; puede también tener la piel ligeramente sequidá; de esta manera el sudor se deslizará y no quema al evaporarse. Por este se por lo que en las etapas de más calor de la «Vuelta de Francia», se aceitan ligeramente las piernas de los corredores. Pero no ningún caso las partes del cuerpo que serán expuestas al sol deben estar húmedas. Durante la canícula, los corredores pedestres de fondo, como los maratonistas, por ejemplo, no responderán seguramente de la insolación, colocándose una hoja de repollo bajo el casquete. Este hoja les proporcionará la frescura necesaria. Para los jugadores de football, que sí efectúan frecuentemente de la cabeza, este procedimiento es menos cómodo; sin embargo, el portero puede muy bien utilizarlo.: [907, 1449, 1197, 1713]
paragraph: Una representación de la Cruz Roja ha visitado en los hospitales de Sota, en las Arenas, y en el Hospital Megabarri, de Bilbao, á los soldados que resultaron heridos en el choque de Izarra y á los últimamente venidos enfermos de Africa.: [33, 1534, 323, 1604]
ledger-value: 142.404'05: [245, 1869, 308, 1883]
ledger-row: [46, 1807, 310, 1822]
paragraph: El elemento militar de Vitoria tiene verdadero empeño en que juegue su equipo favorito con los «teams» de los equipos de Bilbao, América y Sicilia; y, para ello, el 27 de línea no cesa en su entrenamiento, con la esperanza de no defraudar los entusiasmos de sus muchos admiradores.—X.: [328, 2116, 593, 2214]
line: DE AUTOMÓVILES, CAMIONES Y TODA: [1226, 2117, 1456, 2130]
separator-ornament: ∴: [1338, 1278, 1345, 1290]
ledger-row: [46, 2101, 310, 2117]
paragraph: Cavidad abdominal. — El estómago, con escasa cantidad de líquidos; el hígado, riñones y páncreas, muy congestionados; el bazo, en casi todo su espesor, así como el bazo y páncreas. Los intestinos, dilatados por gases de descomposición.: [602, 1784, 898, 1854]
paragraph: LUCHANA: Fructuoso; Torrano, Pairén; Zulaica, Eugenio (capitán), José; Mariscal, Bautista, Campano, Osorio, Espí.: [328, 1696, 593, 1738]
larrea-name: LARREA Y COMP.ª: [1229, 2076, 1453, 2103]
paragraph: Los obreros impugnaron los datos justificativos de la rebaja en los jornales que ayer les facilitaron los patronos.: [33, 476, 323, 518]
pasivo-grand-total: 76.517.312'21: [228, 2210, 308, 2224]
ledger-value: 5.000.000'00: [235, 1761, 308, 1775]
deportes-banner-title: DEPORTES: [491, 111, 1035, 210]
paragraph: Suplentes: Mena y Ayala.: [341, 2449, 488, 2464]
ledger-value: 1.250.000'00: [235, 1900, 308, 1914]
paragraph: SPORTING: A. Esteban; Alba, Egiis; Oca, Medavilla, López; Amador, Gaspar, Cuana, Sesma, Bell.: [328, 1739, 593, 1782]
line: TALLER DE REPARACIÓN: [1267, 2103, 1415, 2117]
paragraph: — M. T. —: [920, 2339, 979, 2354]
separator-ornament: ∴: [1338, 377, 1345, 389]
paragraph: Conocida la valía de ambos equipos, auguramos un encuentro excelente, dado, además, que el Haro Sport Club busca el desquite de la derrota que le infligió el equipo militar hace dos meses y de que este último quiere conservar su bien cimentada fama de invencibles dentro de la región.: [328, 1946, 593, 2044]
larrea-lines: [1214, 2104, 1468, 2186]
paragraph: Mañana se celebrará en la Casa Social Católica una velada como fin de las fiestas organizadas esta temporada para esparcimiento de los socios.: [1202, 1220, 1481, 1276]
ledger-label: Gastos generales: [81, 1869, 178, 1883]
activo-total-value: 47.877.442'21: [228, 1916, 308, 1930]
paragraph: En La Basconia continuaron entrando al trabajo obreros en mayor número que ayer, sin que se hayan registrado incidentes ni coacciones.: [33, 403, 323, 445]
paragraph: En el frontón Euskal-Jai, se jugaron hoy los dos partidos de costumbre. En el primero Arrieta, Salaga y Gárate, vencieron á Clidos y Mina.: [1202, 289, 1481, 345]
paragraph: Después de la prueba. — Al terminar la carrera o el match, los atletas o jugadores no deben cambiarse sobre la piel y el campo. Deben entrar inmediatamente al vestuario. Si es posible, tomarán una ducha no muy prolongada; en último caso se lavarán rápidamente con abundante agua. Después se enjuagarán y se friccionarán con guante de crin. Siempre en dirección al corazón, como antes de la prueba.: [907, 1858, 1197, 1983]
transportes-kicker: SUBASTA: [1309, 1865, 1373, 1879]
ledger-label: Const. Inst. y Mobiliario: [62, 1885, 197, 1899]
paragraph: Nuestro equipo: Lopetegui; Ormazábal (capitán), Zapirain; Odriozola, Heriguel, Ormazábal; Echarri, Hospital, Gastañaga, Múgica, Casares.: [328, 2275, 593, 2332]
ledger-row: [46, 2070, 310, 2086]
page-number: Pagina 5: [73, 58, 133, 78]
corbatas-mid: DE PUNTO, A PESETAS: [1314, 980, 1405, 1010]
match-label: MAASTRICHTSCHE V. V. - REAL SOCIEDAD :: :: ::: [354, 441, 567, 467]
paragraph: En el Asilo del Niño Jesús se ha inaugurado una exposición de ornamentos de iglesia primorosamente trabajados que destina la Junta de Patronato del Asilo para el culto de las parroquias.: [1202, 866, 1481, 937]
ledger-label: Fondo de reserva especial: [62, 2071, 209, 2085]
ledger-label: Acciones en Cartera: [73, 1761, 186, 1775]
separator-ornament: ∴: [1338, 692, 1345, 705]
deportes-headline: Holandeses y donostiarras: [572, 291, 955, 332]
